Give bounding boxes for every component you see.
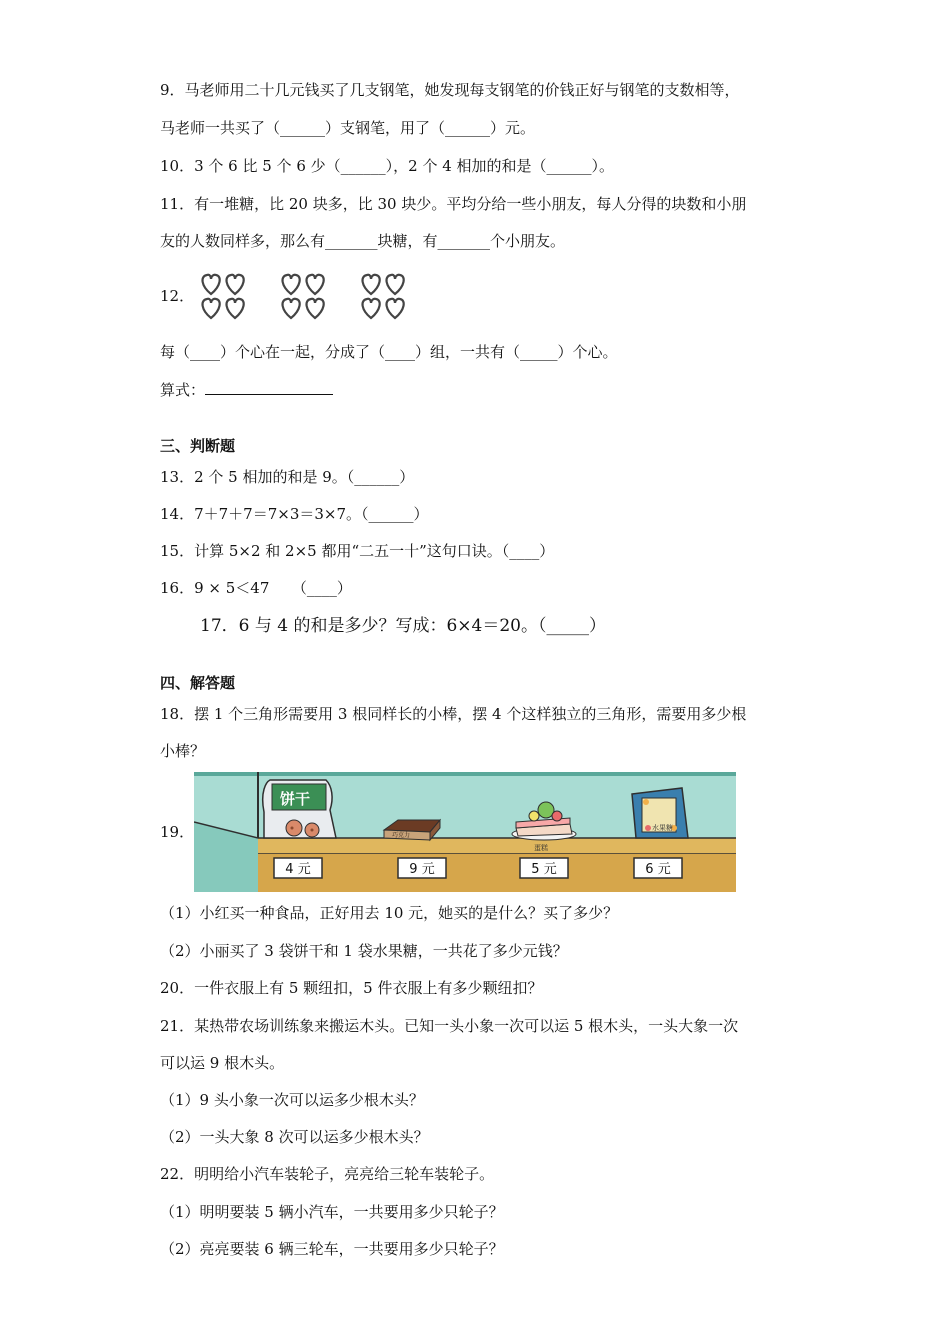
- price-label: 5 元: [531, 862, 557, 877]
- heart-group-2: [282, 275, 323, 318]
- biscuit-bag-icon: [263, 780, 336, 838]
- q21-sub1: （1）9 头小象一次可以运多少根木头？: [160, 1091, 424, 1109]
- q12-formula: [160, 380, 333, 400]
- q21-sub2: （2）一头大象 8 次可以运多少根木头？: [160, 1128, 429, 1146]
- biscuit-label: 饼干: [280, 790, 311, 808]
- heart-icon: [202, 299, 219, 318]
- q19-sub1: （1）小红买一种食品，正好用去 10 元，她买的是什么？买了多少？: [160, 904, 619, 922]
- q19-shelf-illustration: [194, 772, 736, 892]
- q22-sub1: （1）明明要装 5 辆小汽车，一共要用多少只轮子？: [160, 1203, 504, 1221]
- heart-icon: [282, 275, 299, 294]
- q21-line2: 可以运 9 根木头。: [160, 1054, 285, 1072]
- q13: 13．2 个 5 相加的和是 9。（______）: [160, 468, 415, 486]
- q15: 15．计算 5×2 和 2×5 都用“二五一十”这句口诀。（____）: [160, 542, 555, 560]
- answer-line: [205, 380, 333, 395]
- q19-number: 19．: [160, 823, 195, 841]
- q11-line2: 友的人数同样多，那么有_______块糖，有_______个小朋友。: [160, 232, 566, 250]
- chocolate-label: 巧克力: [392, 832, 411, 839]
- price-label: 6 元: [645, 862, 671, 877]
- q12-number: 12．: [160, 287, 195, 305]
- price-label: 9 元: [409, 862, 435, 877]
- q21-line1: 21．某热带农场训练象来搬运木头。已知一头小象一次可以运 5 根木头，一头大象一次: [160, 1017, 739, 1035]
- heart-group-3: [362, 275, 403, 318]
- heart-icon: [202, 275, 219, 294]
- heart-group-1: [202, 275, 243, 318]
- heart-icon: [282, 299, 299, 318]
- q18-line1: 18．摆 1 个三角形需要用 3 根同样长的小棒，摆 4 个这样独立的三角形，需要用多少根: [160, 705, 747, 723]
- q22-sub2: （2）亮亮要装 6 辆三轮车，一共要用多少只轮子？: [160, 1240, 504, 1258]
- q12-text: 每（____）个心在一起，分成了（____）组，一共有（_____）个心。: [160, 343, 618, 361]
- heart-icon: [306, 275, 323, 294]
- q11-line1: 11．有一堆糖，比 20 块多，比 30 块少。平均分给一些小朋友，每人分得的块数和小朋: [160, 195, 747, 213]
- q9-line2: 马老师一共买了（______）支钢笔，用了（______）元。: [160, 119, 536, 137]
- section3-title: 三、判断题: [160, 437, 236, 455]
- q17: 17．6 与 4 的和是多少？写成：6×4＝20。（_____）: [200, 616, 606, 636]
- q9-line1: 9．马老师用二十几元钱买了几支钢笔，她发现每支钢笔的价钱正好与钢笔的支数相等，: [160, 81, 740, 99]
- q22: 22．明明给小汽车装轮子，亮亮给三轮车装轮子。: [160, 1165, 495, 1183]
- q12-formula-label: 算式：: [160, 381, 206, 399]
- q19-sub2: （2）小丽买了 3 袋饼干和 1 袋水果糖，一共花了多少元钱？: [160, 942, 568, 960]
- shelf-board: [258, 838, 736, 854]
- q10: 10．3 个 6 比 5 个 6 少（______），2 个 4 相加的和是（______）。: [160, 157, 615, 175]
- cake-label: 蛋糕: [534, 844, 548, 852]
- hearts-figure: [196, 272, 416, 322]
- heart-icon: [306, 299, 323, 318]
- heart-icon: [362, 299, 379, 318]
- q18-line2: 小棒？: [160, 742, 206, 760]
- section4-title: 四、解答题: [160, 674, 236, 692]
- heart-icon: [226, 275, 243, 294]
- heart-icon: [386, 299, 403, 318]
- fruit-candy-label: 水果糖: [652, 824, 673, 832]
- q20: 20．一件衣服上有 5 颗纽扣，5 件衣服上有多少颗纽扣？: [160, 979, 543, 997]
- heart-icon: [386, 275, 403, 294]
- heart-icon: [362, 275, 379, 294]
- heart-icon: [226, 299, 243, 318]
- q14: 14．7＋7＋7＝7×3＝3×7。（______）: [160, 505, 429, 523]
- price-label: 4 元: [285, 862, 311, 877]
- q16: 16．9 × 5＜47 （____）: [160, 579, 352, 597]
